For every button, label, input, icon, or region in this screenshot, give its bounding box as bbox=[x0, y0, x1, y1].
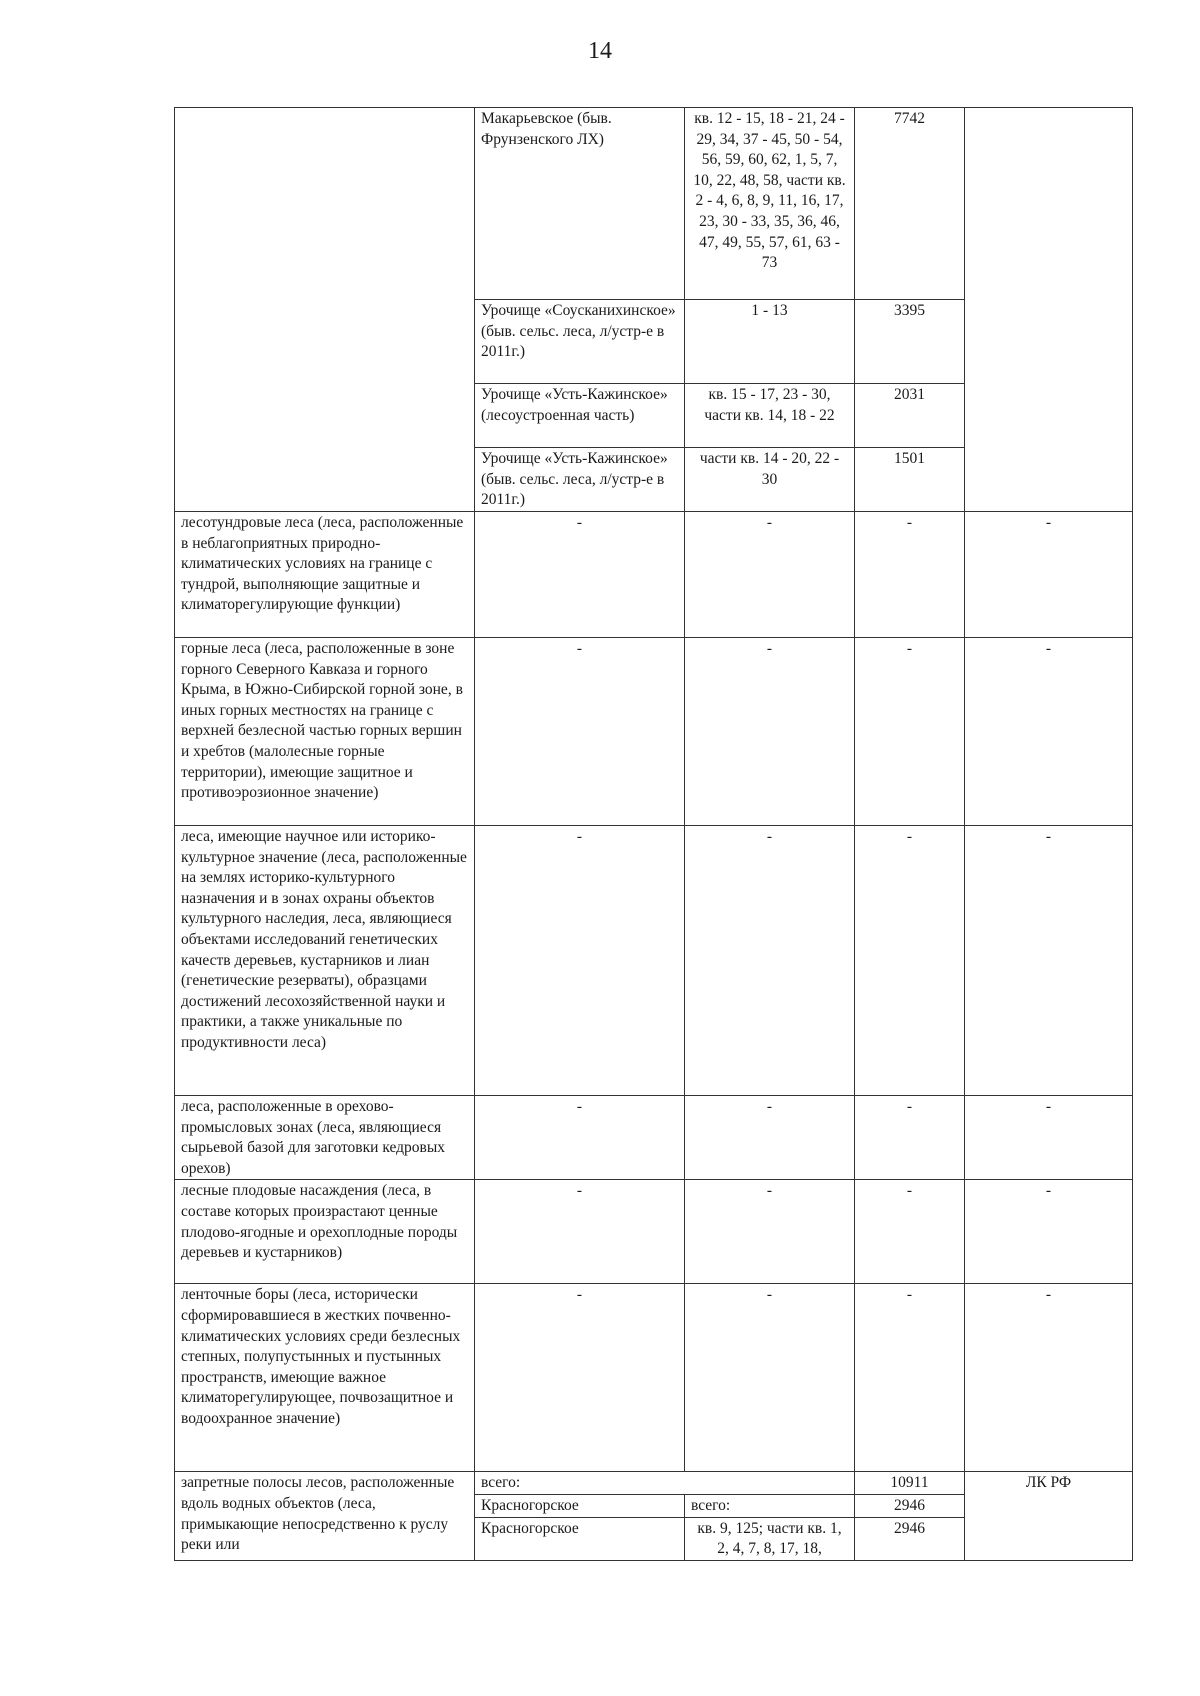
table-row bbox=[175, 826, 1133, 1096]
dash-cell: - bbox=[475, 1180, 685, 1284]
area-cell: 1501 bbox=[855, 448, 965, 512]
table-row bbox=[175, 108, 1133, 300]
district-name-cell: Урочище «Соусканихинское» (быв. сельс. леса, л/устр-е в 2011г.) bbox=[475, 300, 685, 384]
dash-cell: - bbox=[685, 1096, 855, 1180]
category-cell: запретные полосы лесов, расположенные вдоль водных объектов (леса, примыкающие непосредственно к руслу реки или bbox=[175, 1472, 475, 1560]
quarters-cell: кв. 15 - 17, 23 - 30, части кв. 14, 18 - 22 bbox=[685, 384, 855, 448]
area-cell: 3395 bbox=[855, 300, 965, 384]
dash-cell: - bbox=[475, 1096, 685, 1180]
dash-cell: - bbox=[475, 638, 685, 826]
dash-cell: - bbox=[965, 1180, 1133, 1284]
page-number: 14 bbox=[588, 38, 612, 64]
quarters-cell: кв. 9, 125; части кв. 1, 2, 4, 7, 8, 17, 18, bbox=[685, 1517, 855, 1560]
dash-cell: - bbox=[855, 638, 965, 826]
quarters-cell: всего: bbox=[685, 1494, 855, 1517]
category-cell: лесные плодовые насаждения (леса, в составе которых произрастают ценные плодово-ягодные и орехоплодные породы деревьев и кустарников) bbox=[175, 1180, 475, 1284]
category-cell: ленточные боры (леса, исторически сформировавшиеся в жестких почвенно-климатических условиях среди безлесных степных, полупустынных и пустынных пространств, имеющие важное климаторегулирующее, почвозащитное и водоохранное значение) bbox=[175, 1284, 475, 1472]
dash-cell: - bbox=[855, 1284, 965, 1472]
table-row bbox=[175, 1180, 1133, 1284]
dash-cell: - bbox=[855, 1096, 965, 1180]
dash-cell: - bbox=[855, 1180, 965, 1284]
forest-table bbox=[174, 107, 1133, 1561]
dash-cell: - bbox=[685, 1284, 855, 1472]
quarters-cell: кв. 12 - 15, 18 - 21, 24 - 29, 34, 37 - 45, 50 - 54, 56, 59, 60, 62, 1, 5, 7, 10, 22, 48, 58, части кв. 2 - 4, 6, 8, 9, 11, 16, 17, 23, 30 - 33, 35, 36, 46, 47, 49, 55, 57, 61, 63 - 73 bbox=[685, 108, 855, 300]
district-name-cell: Макарьевское (быв. Фрунзенского ЛХ) bbox=[475, 108, 685, 300]
dash-cell: - bbox=[475, 1284, 685, 1472]
basis-cell: ЛК РФ bbox=[965, 1472, 1133, 1560]
table-row bbox=[175, 512, 1133, 638]
category-cell: лесотундровые леса (леса, расположенные в неблагоприятных природно-климатических условиях на границе с тундрой, выполняющие защитные и климаторегулирующие функции) bbox=[175, 512, 475, 638]
table-row bbox=[175, 638, 1133, 826]
quarters-cell: 1 - 13 bbox=[685, 300, 855, 384]
dash-cell: - bbox=[965, 512, 1133, 638]
dash-cell: - bbox=[685, 826, 855, 1096]
dash-cell: - bbox=[855, 512, 965, 638]
dash-cell: - bbox=[475, 826, 685, 1096]
category-cell: леса, расположенные в орехово-промысловых зонах (леса, являющиеся сырьевой базой для заготовки кедровых орехов) bbox=[175, 1096, 475, 1180]
category-cell: горные леса (леса, расположенные в зоне горного Северного Кавказа и горного Крыма, в Южно-Сибирской горной зоне, в иных горных местностях на границе с верхней безлесной частью горных вершин и хребтов (малолесные горные территории), имеющие защитное и противоэрозионное значение) bbox=[175, 638, 475, 826]
basis-cell bbox=[965, 108, 1133, 512]
district-name-cell: Красногорское bbox=[475, 1494, 685, 1517]
district-name-cell: Урочище «Усть-Кажинское» (быв. сельс. леса, л/устр-е в 2011г.) bbox=[475, 448, 685, 512]
dash-cell: - bbox=[685, 512, 855, 638]
dash-cell: - bbox=[965, 1284, 1133, 1472]
area-cell: 2946 bbox=[855, 1517, 965, 1560]
dash-cell: - bbox=[475, 512, 685, 638]
quarters-cell: части кв. 14 - 20, 22 - 30 bbox=[685, 448, 855, 512]
dash-cell: - bbox=[965, 1096, 1133, 1180]
district-name-cell: Урочище «Усть-Кажинское» (лесоустроенная часть) bbox=[475, 384, 685, 448]
table-row bbox=[175, 1472, 1133, 1495]
area-cell: 2031 bbox=[855, 384, 965, 448]
empty-category-cell bbox=[175, 108, 475, 512]
dash-cell: - bbox=[855, 826, 965, 1096]
category-cell: леса, имеющие научное или историко-культурное значение (леса, расположенные на землях историко-культурного назначения и в зонах охраны объектов культурного наследия, леса, являющиеся объектами исследований генетических качеств деревьев, кустарников и лиан (генетические резерваты), образцами достижений лесохозяйственной науки и практики, а также уникальные по продуктивности леса) bbox=[175, 826, 475, 1096]
total-label-cell: всего: bbox=[475, 1472, 855, 1495]
dash-cell: - bbox=[965, 638, 1133, 826]
dash-cell: - bbox=[685, 638, 855, 826]
table-row bbox=[175, 1284, 1133, 1472]
area-cell: 2946 bbox=[855, 1494, 965, 1517]
table-row bbox=[175, 1096, 1133, 1180]
district-name-cell: Красногорское bbox=[475, 1517, 685, 1560]
dash-cell: - bbox=[965, 826, 1133, 1096]
dash-cell: - bbox=[685, 1180, 855, 1284]
area-cell: 7742 bbox=[855, 108, 965, 300]
total-area-cell: 10911 bbox=[855, 1472, 965, 1495]
